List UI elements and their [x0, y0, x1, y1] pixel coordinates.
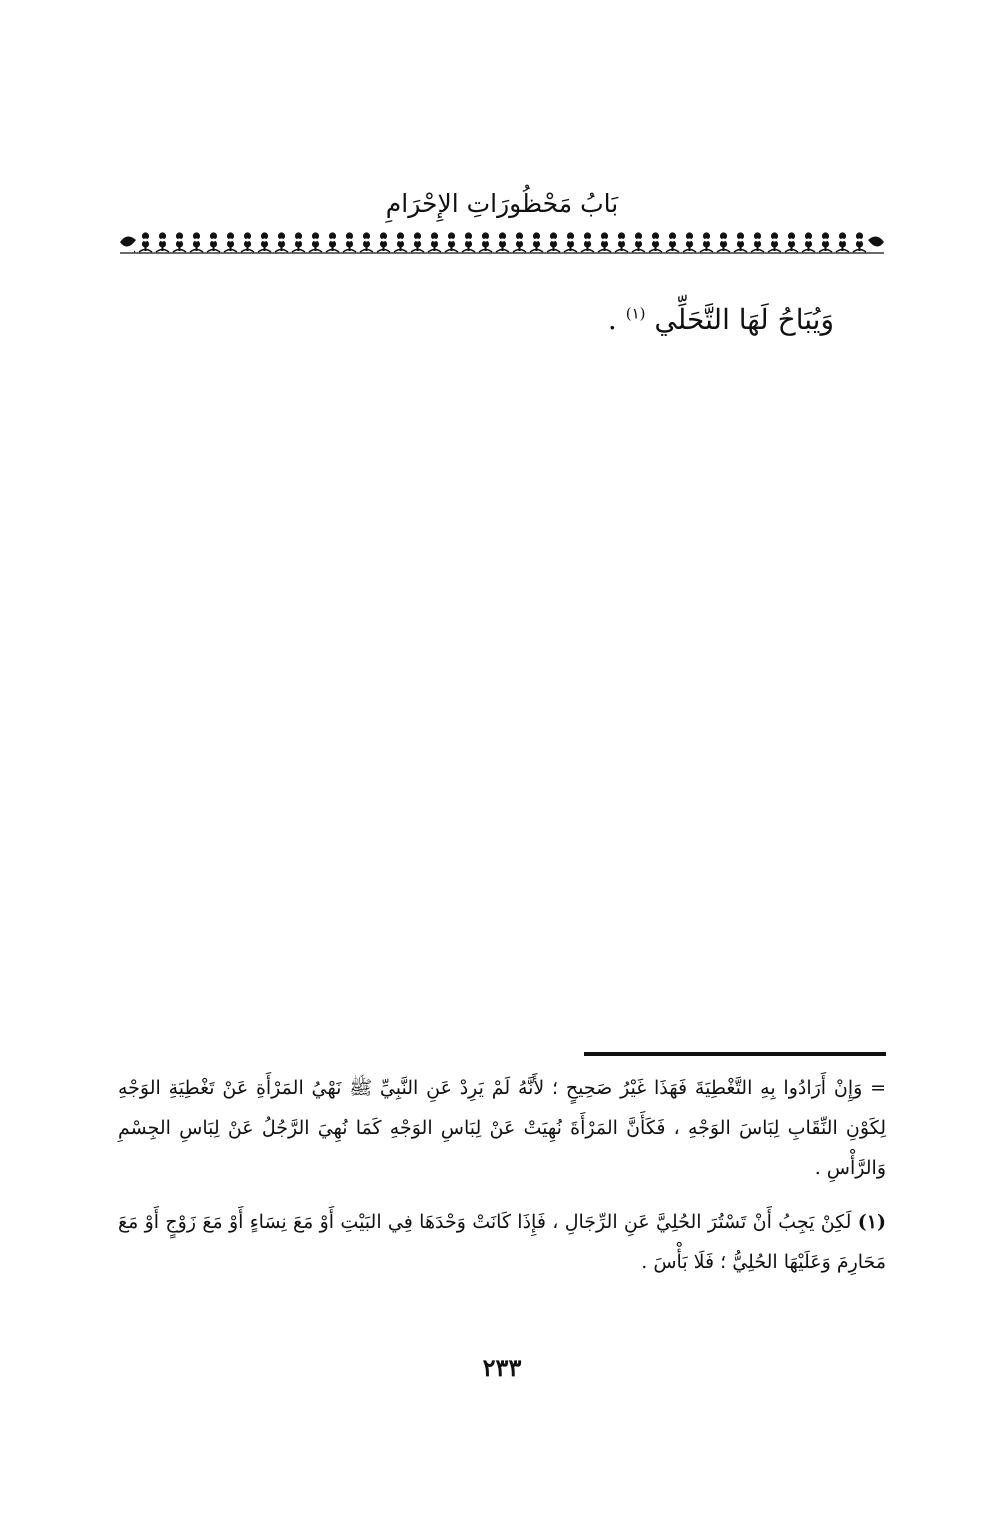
footnote-1-text: لَكِنْ يَجِبُ أَنْ تَسْتُرَ الحُلِيَّ عَنِ الرِّجَالِ ، فَإِذَا كَانَتْ وَحْدَهَا فِي البَيْتِ أَوْ مَعَ نِسَاءٍ أَوْ مَعَ زَوْجٍ أَوْ مَعَ مَحَارِمَ وَعَلَيْهَا الحُلِيُّ ؛ فَلَا بَأْسَ . — [118, 1211, 886, 1273]
ornamental-divider — [120, 230, 884, 254]
chapter-title: بَابُ مَحْظُورَاتِ الإِحْرَامِ — [385, 189, 619, 218]
main-sentence: وَيُبَاحُ لَهَا التَّحَلِّي — [654, 303, 834, 336]
main-end-punct: . — [607, 303, 626, 336]
footnote-continuation: = وَإِنْ أَرَادُوا بِهِ التَّغْطِيَةَ فَهَذَا غَيْرُ صَحِيحٍ ؛ لأَنَّهُ لَمْ يَرِدْ عَنِ النَّبِيِّ ﷺ نَهْيُ المَرْأَةِ عَنْ تَغْطِيَةِ الوَجْهِ لِكَوْنِ النِّقَابِ لِبَاسَ الوَجْهِ ، فَكَأَنَّ المَرْأَةَ نُهِيَتْ عَنْ لِبَاسِ الوَجْهِ كَمَا نُهِيَ الرَّجُلُ عَنْ لِبَاسِ الجِسْمِ وَالرَّأْسِ . — [118, 1077, 886, 1179]
footnote-ref: (١) — [625, 304, 646, 323]
main-text — [154, 300, 834, 340]
footnotes — [118, 1068, 886, 1296]
footnote-1 — [118, 1202, 886, 1282]
page-number: ٢٣٣ — [482, 1353, 522, 1382]
footnote-separator — [584, 1052, 886, 1056]
footnote-1-marker: (١) — [857, 1211, 886, 1233]
